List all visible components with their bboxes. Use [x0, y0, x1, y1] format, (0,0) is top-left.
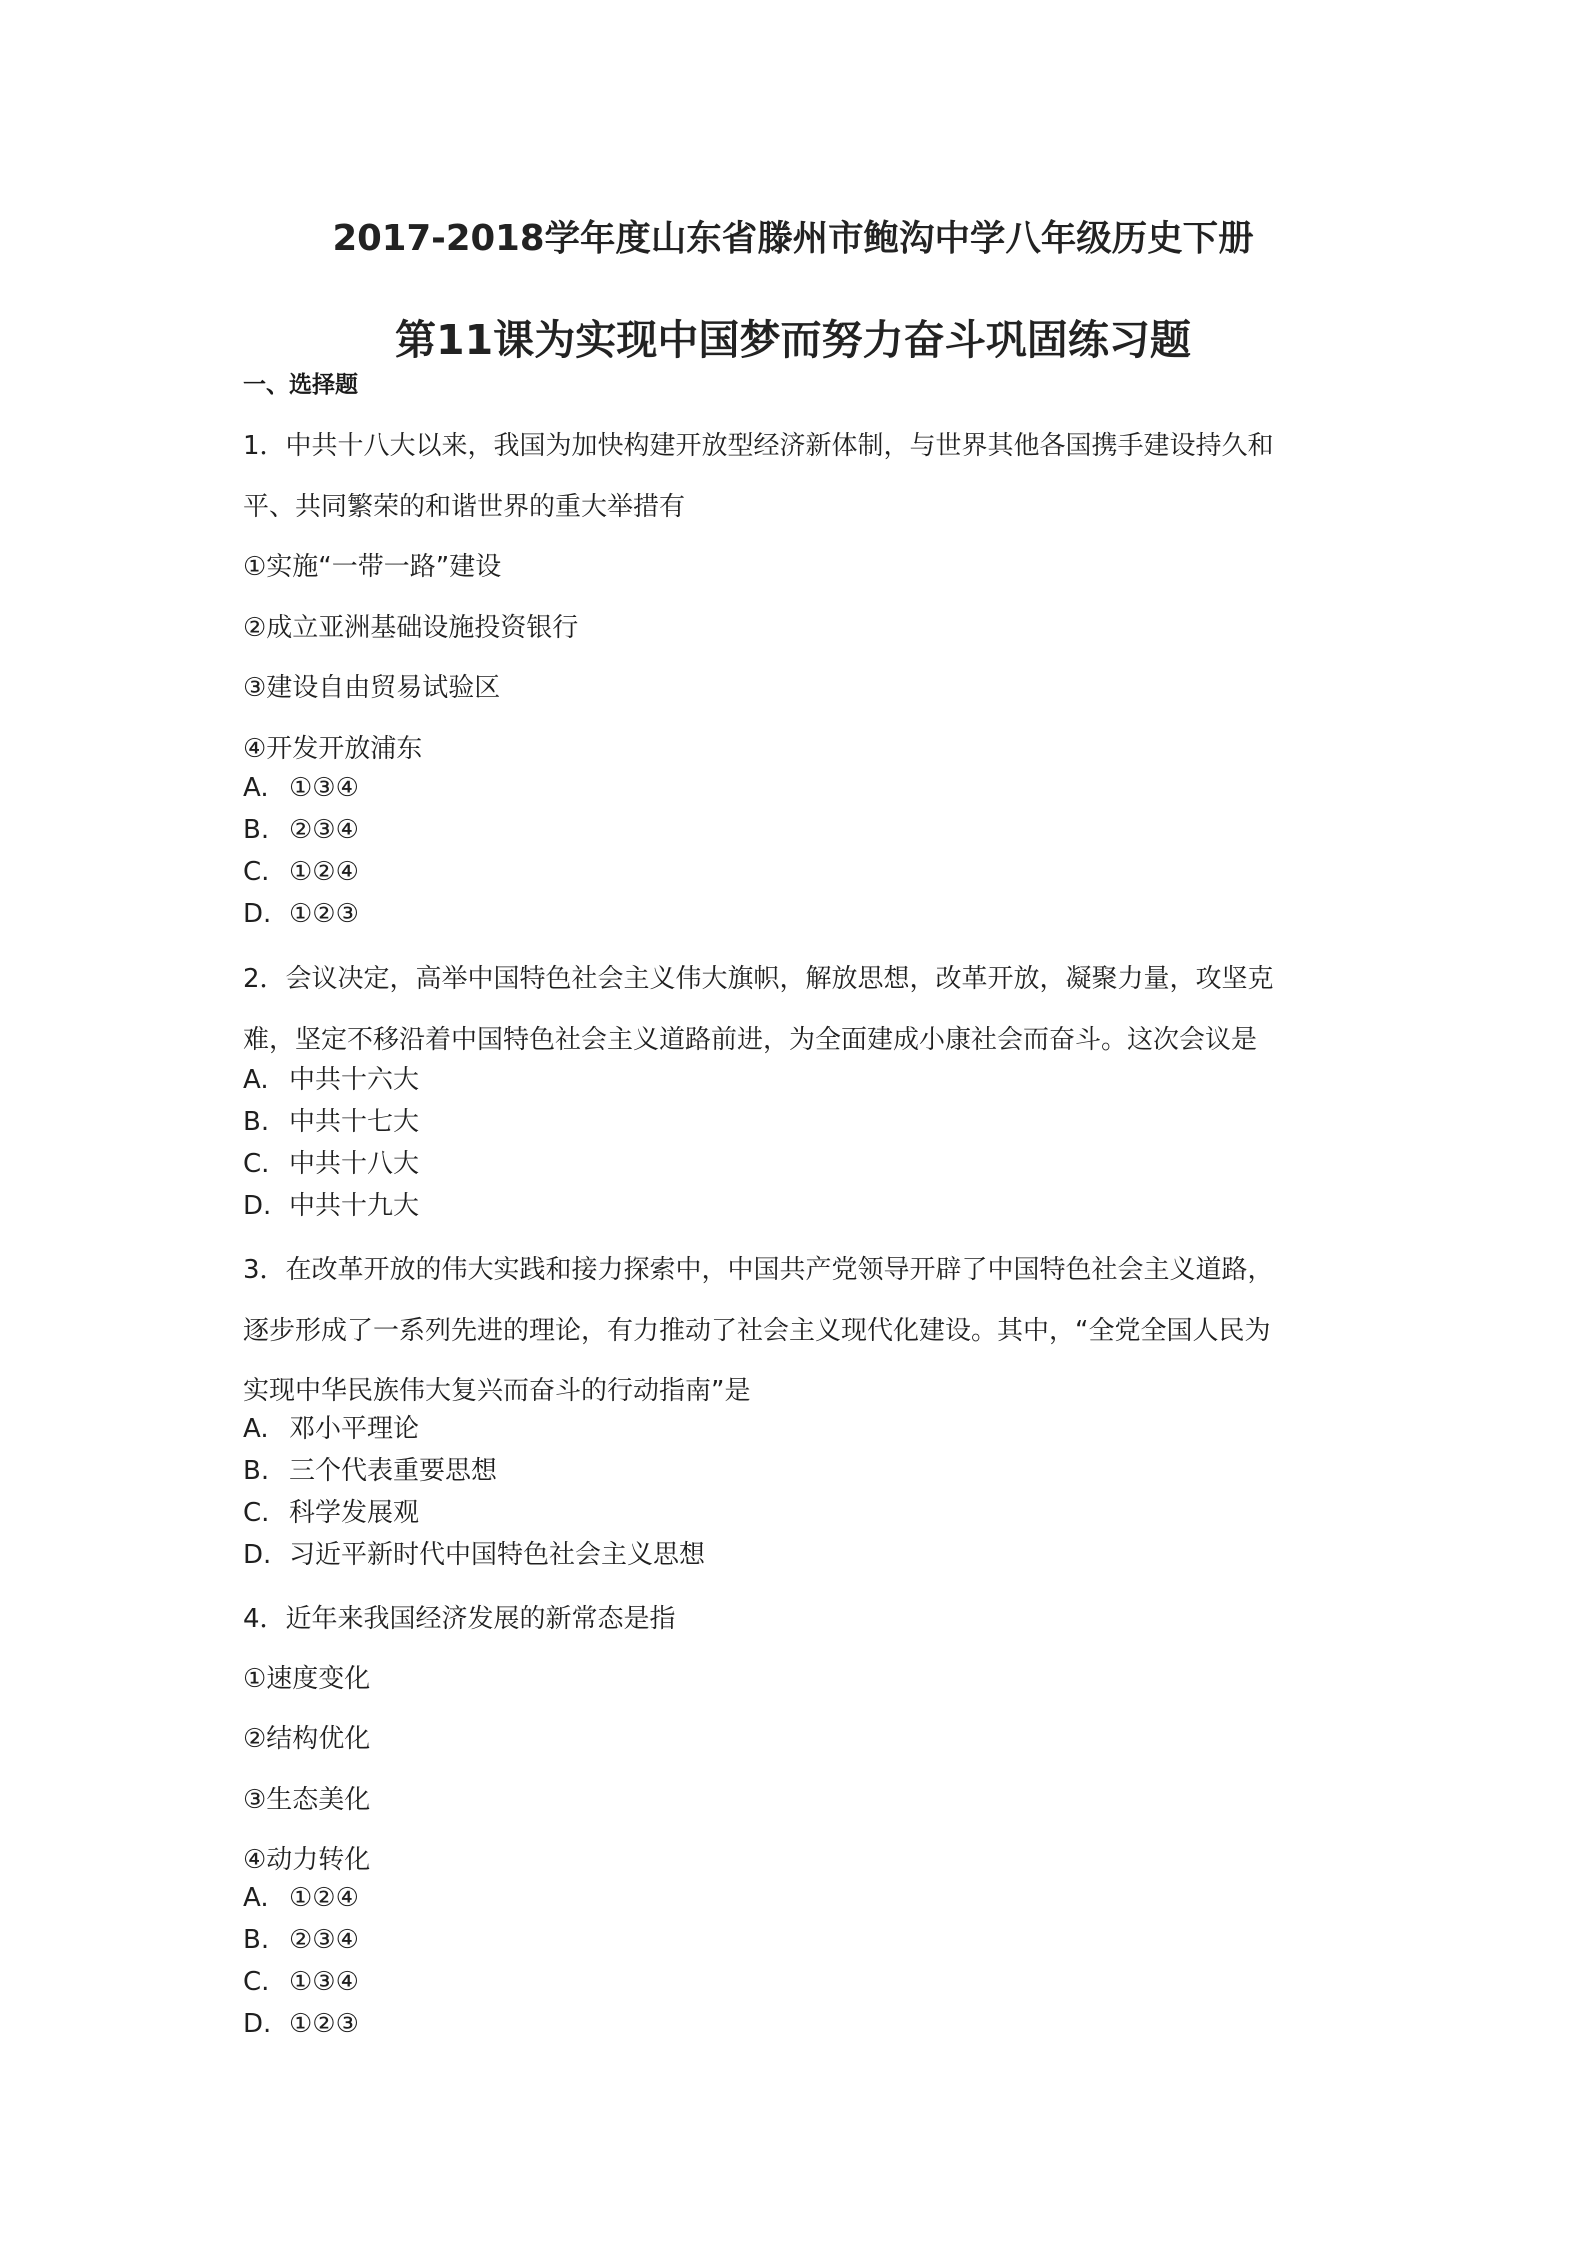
- question-3-line-1: 3．在改革开放的伟大实践和接力探索中，中国共产党领导开辟了中国特色社会主义道路，: [243, 1255, 1274, 1285]
- question-1-item-4: ④开发开放浦东: [243, 734, 423, 764]
- question-3-option-d: [243, 1539, 705, 1571]
- question-3-line-3: 实现中华民族伟大复兴而奋斗的行动指南”是: [243, 1376, 751, 1406]
- option-letter: D.: [243, 1191, 272, 1221]
- question-4-option-b: [243, 1924, 359, 1956]
- question-1-line-1: 1．中共十八大以来，我国为加快构建开放型经济新体制，与世界其他各国携手建设持久和: [243, 431, 1274, 461]
- question-4-item-2: ②结构优化: [243, 1724, 371, 1754]
- option-letter: D.: [243, 899, 272, 929]
- option-text: 中共十八大: [289, 1149, 420, 1179]
- question-1-option-d: [243, 898, 359, 930]
- question-1-option-a: [243, 772, 359, 804]
- option-letter: C.: [243, 1967, 270, 1997]
- question-4-item-3: ③生态美化: [243, 1785, 371, 1815]
- question-4-option-a: [243, 1882, 359, 1914]
- option-letter: B.: [243, 1925, 270, 1955]
- option-letter: A.: [243, 1065, 269, 1095]
- option-letter: B.: [243, 1456, 270, 1486]
- option-text: ①②④: [289, 1883, 359, 1913]
- question-3-option-c: [243, 1497, 419, 1529]
- option-text: 中共十六大: [289, 1065, 420, 1095]
- question-4-item-4: ④动力转化: [243, 1845, 371, 1875]
- option-text: 中共十九大: [289, 1191, 420, 1221]
- question-1-item-2: ②成立亚洲基础设施投资银行: [243, 613, 579, 643]
- option-text: 邓小平理论: [289, 1414, 420, 1444]
- option-letter: A.: [243, 1414, 269, 1444]
- option-text: 科学发展观: [289, 1498, 420, 1528]
- option-letter: C.: [243, 857, 270, 887]
- question-1-option-c: [243, 856, 359, 888]
- option-letter: B.: [243, 815, 270, 845]
- option-letter: C.: [243, 1149, 270, 1179]
- section-heading: 一、选择题: [243, 372, 358, 398]
- question-4-line-1: 4．近年来我国经济发展的新常态是指: [243, 1604, 676, 1634]
- option-text: ②③④: [289, 815, 359, 845]
- question-4-item-1: ①速度变化: [243, 1664, 371, 1694]
- option-letter: C.: [243, 1498, 270, 1528]
- option-letter: B.: [243, 1107, 270, 1137]
- question-4-option-d: [243, 2008, 359, 2040]
- option-text: ①③④: [289, 773, 359, 803]
- question-1-line-2: 平、共同繁荣的和谐世界的重大举措有: [243, 492, 686, 522]
- document-title: 2017-2018学年度山东省滕州市鲍沟中学八年级历史下册: [332, 218, 1254, 259]
- question-3-option-a: [243, 1413, 419, 1445]
- option-text: ①②④: [289, 857, 359, 887]
- question-1-item-1: ①实施“一带一路”建设: [243, 552, 502, 582]
- option-letter: D.: [243, 1540, 272, 1570]
- option-letter: A.: [243, 1883, 269, 1913]
- option-text: 三个代表重要思想: [289, 1456, 498, 1486]
- question-3-option-b: [243, 1455, 497, 1487]
- question-2-line-1: 2．会议决定，高举中国特色社会主义伟大旗帜，解放思想，改革开放，凝聚力量，攻坚克: [243, 964, 1274, 994]
- question-1-item-3: ③建设自由贸易试验区: [243, 673, 501, 703]
- question-3-line-2: 逐步形成了一系列先进的理论，有力推动了社会主义现代化建设。其中，“全党全国人民为: [243, 1316, 1271, 1346]
- option-text: ①②③: [289, 899, 359, 929]
- document-subtitle: 第11课为实现中国梦而努力奋斗巩固练习题: [395, 316, 1191, 364]
- question-2-option-b: [243, 1106, 419, 1138]
- option-text: ①③④: [289, 1967, 359, 1997]
- option-text: ②③④: [289, 1925, 359, 1955]
- question-2-option-d: [243, 1190, 419, 1222]
- option-text: ①②③: [289, 2009, 359, 2039]
- question-1-option-b: [243, 814, 359, 846]
- question-2-option-a: [243, 1064, 419, 1096]
- option-letter: D.: [243, 2009, 272, 2039]
- option-text: 习近平新时代中国特色社会主义思想: [289, 1540, 706, 1570]
- question-2-line-2: 难，坚定不移沿着中国特色社会主义道路前进，为全面建成小康社会而奋斗。这次会议是: [243, 1025, 1258, 1055]
- question-2-option-c: [243, 1148, 419, 1180]
- option-letter: A.: [243, 773, 269, 803]
- option-text: 中共十七大: [289, 1107, 420, 1137]
- question-4-option-c: [243, 1966, 359, 1998]
